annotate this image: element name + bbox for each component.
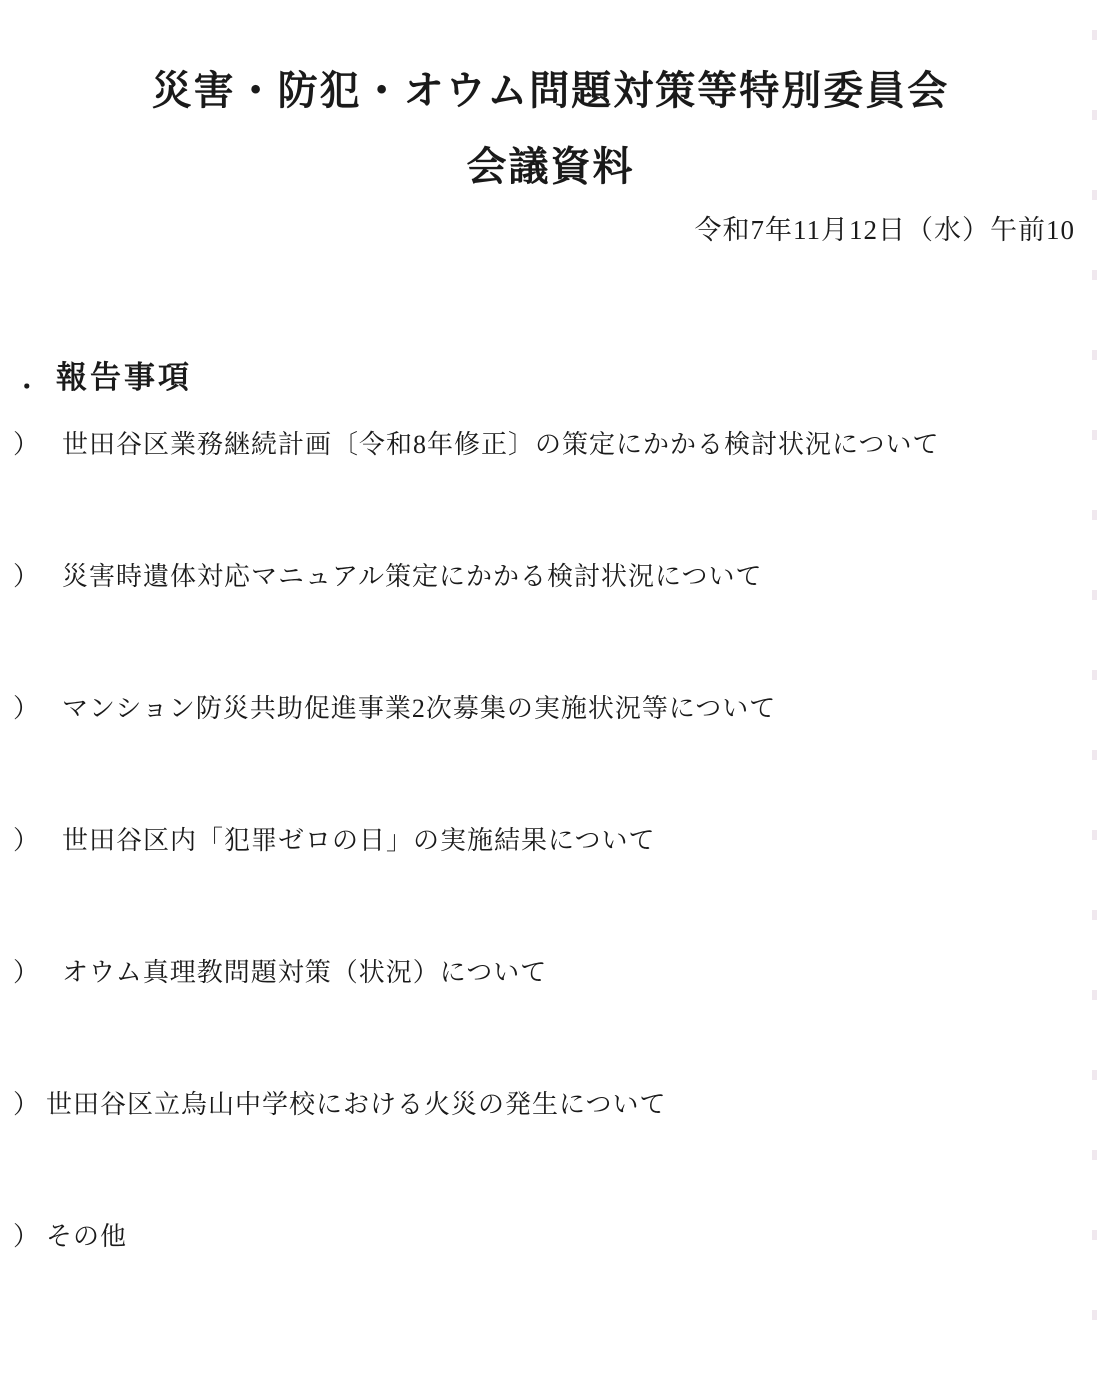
list-item-marker: ）	[12, 562, 40, 591]
list-item-marker: ）	[12, 694, 40, 723]
list-item-marker: ）	[12, 826, 40, 855]
list-item-label: 世田谷区内「犯罪ゼロの日」の実施結果について	[62, 826, 656, 855]
list-item-marker: ）	[12, 1222, 40, 1251]
list-item	[0, 424, 1101, 556]
list-item	[0, 820, 1101, 952]
list-item-label: オウム真理教問題対策（状況）について	[62, 958, 548, 987]
list-item	[0, 952, 1101, 1084]
list-item-label: 世田谷区立烏山中学校における火災の発生について	[46, 1090, 667, 1119]
list-item-marker: ）	[12, 958, 40, 987]
agenda-list	[0, 424, 1101, 1348]
list-item-label: その他	[46, 1222, 128, 1251]
list-item	[0, 688, 1101, 820]
list-item-label: 災害時遺体対応マニュアル策定にかかる検討状況について	[62, 562, 763, 591]
list-item	[0, 1216, 1101, 1348]
list-item-marker: ）	[12, 1090, 40, 1119]
list-item	[0, 1084, 1101, 1216]
list-item-label: 世田谷区業務継続計画〔令和8年修正〕の策定にかかる検討状況について	[62, 430, 940, 459]
document-title-line-1: 災害・防犯・オウム問題対策等特別委員会	[151, 68, 950, 113]
page-edge-artifacts	[1087, 0, 1097, 1387]
section-heading-reports: ．報告事項	[22, 360, 192, 395]
list-item-label: マンション防災共助促進事業2次募集の実施状況等について	[62, 694, 777, 723]
list-item-marker: ）	[12, 430, 40, 459]
list-item	[0, 556, 1101, 688]
document-title-line-2: 会議資料	[466, 144, 635, 189]
meeting-datetime: 令和7年11月12日（水）午前10	[694, 215, 1075, 245]
